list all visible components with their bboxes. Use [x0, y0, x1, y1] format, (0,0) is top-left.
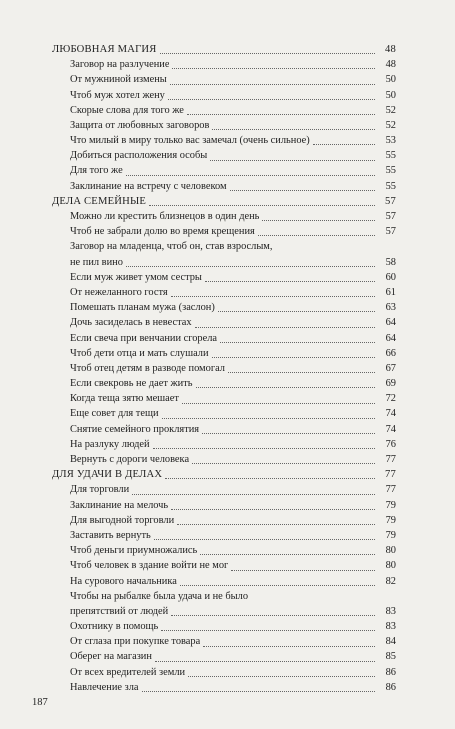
dot-leader	[313, 144, 375, 145]
toc-entry-page: 77	[385, 454, 396, 466]
dot-leader	[168, 99, 375, 100]
toc-entry-page: 67	[385, 362, 396, 374]
toc-entry	[52, 148, 396, 163]
toc-entry-title: Охотнику в помощь	[70, 621, 159, 633]
dot-leader	[187, 114, 375, 115]
toc-entry-title: ЛЮБОВНАЯ МАГИЯ	[52, 43, 157, 55]
toc-entry-title: На разлуку людей	[70, 438, 150, 450]
dot-leader	[180, 585, 375, 586]
toc-entry-page: 64	[385, 317, 396, 329]
toc-entry-title: Заставить вернуть	[70, 529, 151, 541]
dot-leader	[132, 494, 375, 495]
toc-entry-title: От сглаза при покупке товара	[70, 636, 201, 648]
toc-entry	[52, 619, 396, 634]
dot-leader	[171, 615, 375, 616]
toc-entry	[52, 285, 396, 300]
toc-entry	[52, 482, 396, 497]
dot-leader	[170, 84, 375, 85]
toc-entry	[52, 498, 396, 513]
toc-entry-title: Еще совет для тещи	[70, 408, 159, 420]
toc-entry	[52, 574, 396, 589]
toc-entry	[52, 528, 396, 543]
toc-entry-page: 55	[385, 150, 396, 162]
toc-entry-title: Снятие семейного проклятия	[70, 423, 200, 435]
toc-entry-title: Оберег на магазин	[70, 651, 152, 663]
toc-entry-page: 79	[385, 514, 396, 526]
page-number: 187	[32, 697, 48, 708]
toc-entry	[52, 331, 396, 346]
toc-entry-title: От нежеланного гостя	[70, 286, 168, 298]
toc-entry	[52, 543, 396, 558]
toc-entry-page: 48	[385, 43, 396, 55]
toc-entry-page: 58	[385, 256, 396, 268]
toc-entry	[52, 391, 396, 406]
dot-leader	[149, 205, 375, 206]
dot-leader	[126, 175, 375, 176]
dot-leader	[262, 220, 375, 221]
dot-leader	[192, 463, 375, 464]
toc-entry	[52, 270, 396, 285]
toc-entry	[52, 437, 396, 452]
dot-leader	[195, 327, 375, 328]
toc-entry-page: 85	[385, 651, 396, 663]
toc-entry-title: Если свекровь не дает жить	[70, 378, 193, 390]
toc-entry-page: 86	[385, 681, 396, 693]
toc-entry-page: 72	[385, 393, 396, 405]
toc-entry	[52, 118, 396, 133]
toc-section-heading	[52, 42, 396, 57]
toc-entry-page: 50	[385, 74, 396, 86]
toc-entry-page: 57	[385, 195, 396, 207]
toc-entry-title: Заговор на младенца, чтоб он, став взрослым,	[70, 241, 273, 253]
toc-entry-title: От мужниной измены	[70, 74, 167, 86]
toc-entry	[52, 57, 396, 72]
toc-entry	[52, 346, 396, 361]
toc-entry	[52, 209, 396, 224]
toc-entry-title: Для выгодной торговли	[70, 514, 175, 526]
toc-entry	[52, 88, 396, 103]
toc-entry	[52, 376, 396, 391]
toc-entry	[52, 422, 396, 437]
toc-entry-title: Заклинание на мелочь	[70, 499, 169, 511]
toc-entry-page: 80	[385, 545, 396, 557]
toc-entry-title: Если муж живет умом сестры	[70, 271, 202, 283]
toc-entry-page: 76	[385, 438, 396, 450]
toc-entry-page: 57	[385, 226, 396, 238]
toc-entry	[52, 665, 396, 680]
toc-entry-title: Дочь засиделась в невестах	[70, 317, 192, 329]
dot-leader	[162, 418, 375, 419]
dot-leader	[212, 357, 375, 358]
toc-entry-page: 84	[385, 636, 396, 648]
toc-entry-title: ДЛЯ УДАЧИ В ДЕЛАХ	[52, 469, 163, 481]
toc-entry-page: 52	[385, 119, 396, 131]
dot-leader	[161, 630, 375, 631]
toc-entry-title: Чтоб дети отца и мать слушали	[70, 347, 209, 359]
toc-entry-page: 57	[385, 211, 396, 223]
toc-entry-page: 60	[385, 271, 396, 283]
toc-entry-title: Для того же	[70, 165, 123, 177]
toc-entry	[52, 133, 396, 148]
table-of-contents	[52, 42, 396, 695]
dot-leader	[228, 372, 375, 373]
toc-entry-title: Чтоб деньги приумножались	[70, 545, 198, 557]
dot-leader	[171, 509, 375, 510]
toc-entry-title: Чтоб отец детям в разводе помогал	[70, 362, 225, 374]
toc-entry	[52, 604, 396, 619]
toc-entry-title: не пил вино	[70, 256, 123, 268]
toc-entry-title: Чтоб не забрали долю во время крещения	[70, 226, 255, 238]
toc-entry-page: 80	[385, 560, 396, 572]
dot-leader	[212, 129, 375, 130]
dot-leader	[154, 539, 375, 540]
toc-entry-title: Вернуть с дороги человека	[70, 454, 190, 466]
toc-entry-page: 63	[385, 302, 396, 314]
toc-entry-title: От всех вредителей земли	[70, 666, 186, 678]
dot-leader	[177, 524, 375, 525]
toc-entry	[52, 361, 396, 376]
toc-entry-title: Помешать планам мужа (заслон)	[70, 302, 215, 314]
dot-leader	[218, 311, 375, 312]
toc-entry-title: ДЕЛА СЕМЕЙНЫЕ	[52, 195, 147, 207]
dot-leader	[165, 478, 375, 479]
toc-entry-title: Чтоб муж хотел жену	[70, 89, 165, 101]
dot-leader	[220, 342, 375, 343]
toc-entry-page: 69	[385, 378, 396, 390]
toc-entry	[52, 255, 396, 270]
toc-section-heading	[52, 467, 396, 482]
toc-entry	[52, 589, 396, 604]
dot-leader	[258, 235, 375, 236]
dot-leader	[142, 691, 376, 692]
toc-entry-page: 64	[385, 332, 396, 344]
dot-leader	[126, 266, 375, 267]
dot-leader	[231, 570, 375, 571]
toc-entry-page: 61	[385, 286, 396, 298]
toc-entry	[52, 103, 396, 118]
toc-entry-page: 77	[385, 469, 396, 481]
toc-entry-title: Для торговли	[70, 484, 130, 496]
toc-entry	[52, 300, 396, 315]
dot-leader	[200, 554, 375, 555]
toc-entry-page: 52	[385, 104, 396, 116]
toc-entry-title: Навлечение зла	[70, 681, 139, 693]
toc-entry-title: Когда теща зятю мешает	[70, 393, 179, 405]
toc-entry-title: Можно ли крестить близнецов в один день	[70, 211, 260, 223]
toc-entry	[52, 680, 396, 695]
toc-entry-page: 48	[385, 59, 396, 71]
toc-entry-title: Заклинание на встречу с человеком	[70, 180, 227, 192]
toc-entry-title: На сурового начальника	[70, 575, 177, 587]
toc-entry-title: Чтоб человек в здание войти не мог	[70, 560, 229, 572]
dot-leader	[210, 160, 375, 161]
toc-entry	[52, 239, 396, 254]
toc-entry-page: 55	[385, 165, 396, 177]
dot-leader	[153, 448, 375, 449]
toc-entry-page: 66	[385, 347, 396, 359]
toc-entry-title: Что милый в миру только вас замечал (очень сильное)	[70, 135, 310, 147]
toc-entry	[52, 407, 396, 422]
toc-entry-page: 82	[385, 575, 396, 587]
toc-entry	[52, 315, 396, 330]
dot-leader	[205, 281, 375, 282]
dot-leader	[160, 53, 375, 54]
dot-leader	[196, 387, 376, 388]
toc-entry	[52, 513, 396, 528]
toc-entry-page: 79	[385, 529, 396, 541]
toc-entry-page: 74	[385, 423, 396, 435]
toc-entry	[52, 72, 396, 87]
toc-entry-page: 50	[385, 89, 396, 101]
dot-leader	[155, 661, 375, 662]
toc-entry-title: препятствий от людей	[70, 605, 169, 617]
toc-entry-page: 83	[385, 621, 396, 633]
toc-entry-title: Защита от любовных заговоров	[70, 119, 210, 131]
toc-entry	[52, 224, 396, 239]
toc-entry-page: 83	[385, 605, 396, 617]
toc-entry	[52, 452, 396, 467]
toc-entry-title: Заговор на разлучение	[70, 59, 170, 71]
toc-entry-title: Чтобы на рыбалке была удача и не было	[70, 590, 249, 602]
toc-entry	[52, 164, 396, 179]
toc-entry-page: 86	[385, 666, 396, 678]
toc-entry	[52, 558, 396, 573]
toc-entry-page: 74	[385, 408, 396, 420]
dot-leader	[203, 646, 375, 647]
dot-leader	[172, 68, 375, 69]
toc-entry-page: 55	[385, 180, 396, 192]
toc-entry-page: 53	[385, 135, 396, 147]
dot-leader	[202, 433, 375, 434]
toc-entry-title: Если свеча при венчании сгорела	[70, 332, 218, 344]
toc-entry	[52, 634, 396, 649]
toc-entry	[52, 650, 396, 665]
toc-entry-title: Скорые слова для того же	[70, 104, 184, 116]
toc-entry-title: Добиться расположения особы	[70, 150, 208, 162]
dot-leader	[171, 296, 375, 297]
toc-section-heading	[52, 194, 396, 209]
toc-entry-page: 77	[385, 484, 396, 496]
dot-leader	[230, 190, 375, 191]
dot-leader	[182, 403, 375, 404]
toc-entry	[52, 179, 396, 194]
toc-entry-page: 79	[385, 499, 396, 511]
dot-leader	[188, 676, 375, 677]
